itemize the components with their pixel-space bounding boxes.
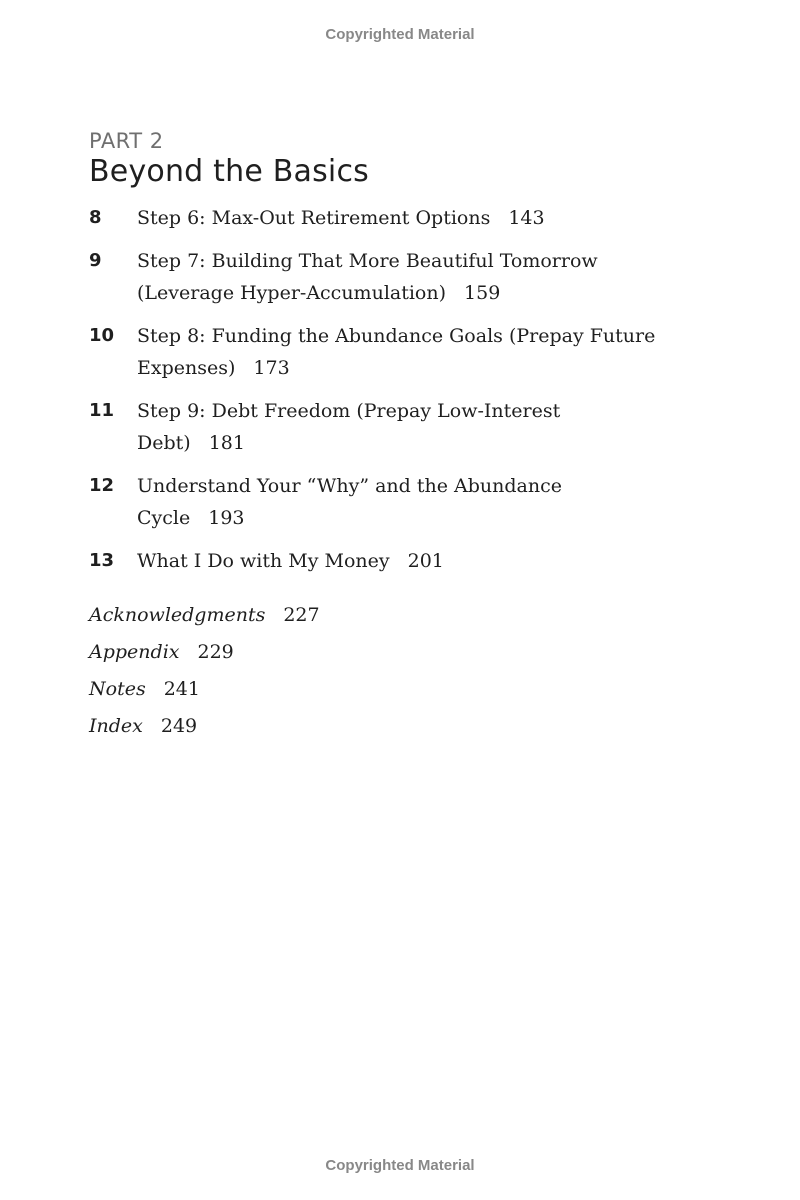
chapter-title: Step 9: Debt Freedom (Prepay Low-Interest Debt) bbox=[137, 400, 561, 454]
back-matter-title: Acknowledgments bbox=[89, 604, 266, 626]
part-label: PART 2 bbox=[89, 129, 164, 153]
back-matter-title: Appendix bbox=[89, 641, 180, 663]
back-matter-appendix bbox=[89, 634, 729, 671]
chapter-number: 8 bbox=[89, 207, 102, 228]
chapter-title: Understand Your “Why” and the Abundance Cycle bbox=[137, 475, 562, 529]
watermark-top: Copyrighted Material bbox=[325, 26, 475, 43]
chapter-number: 9 bbox=[89, 250, 102, 271]
chapter-entry-11 bbox=[89, 395, 729, 459]
chapter-page-number: 159 bbox=[464, 282, 501, 304]
chapter-page-number: 173 bbox=[253, 357, 290, 379]
back-matter-acknowledgments bbox=[89, 597, 729, 634]
chapter-page-number: 193 bbox=[208, 507, 245, 529]
back-matter-page-number: 229 bbox=[197, 641, 234, 663]
chapter-entry-12 bbox=[89, 470, 729, 534]
back-matter-title: Notes bbox=[89, 678, 146, 700]
chapter-number: 10 bbox=[89, 325, 115, 346]
back-matter-notes bbox=[89, 671, 729, 708]
chapter-number: 13 bbox=[89, 550, 115, 571]
chapter-title: Step 6: Max-Out Retirement Options bbox=[137, 207, 491, 229]
chapter-number: 11 bbox=[89, 400, 115, 421]
back-matter-page-number: 249 bbox=[160, 715, 198, 737]
chapter-entry-10 bbox=[89, 320, 729, 384]
chapter-title: What I Do with My Money bbox=[137, 550, 390, 572]
chapter-page-number: 201 bbox=[407, 550, 444, 572]
chapter-page-number: 143 bbox=[508, 207, 545, 229]
chapter-list bbox=[89, 202, 729, 577]
back-matter-index bbox=[89, 708, 729, 745]
chapter-title: Step 7: Building That More Beautiful Tomorrow (Leverage Hyper-Accumulation) bbox=[137, 250, 598, 304]
chapter-entry-8 bbox=[89, 202, 729, 234]
chapter-title: Step 8: Funding the Abundance Goals (Prepay Future Expenses) bbox=[137, 325, 656, 379]
chapter-number: 12 bbox=[89, 475, 115, 496]
back-matter-title: Index bbox=[89, 715, 143, 737]
chapter-entry-13 bbox=[89, 545, 729, 577]
table-of-contents bbox=[89, 128, 729, 745]
back-matter-page-number: 227 bbox=[283, 604, 320, 626]
chapter-entry-9 bbox=[89, 245, 729, 309]
chapter-page-number: 181 bbox=[208, 432, 245, 454]
watermark-bottom: Copyrighted Material bbox=[325, 1157, 475, 1174]
back-matter-page-number: 241 bbox=[163, 678, 200, 700]
back-matter-list bbox=[89, 597, 729, 745]
part-title: Beyond the Basics bbox=[89, 154, 369, 189]
